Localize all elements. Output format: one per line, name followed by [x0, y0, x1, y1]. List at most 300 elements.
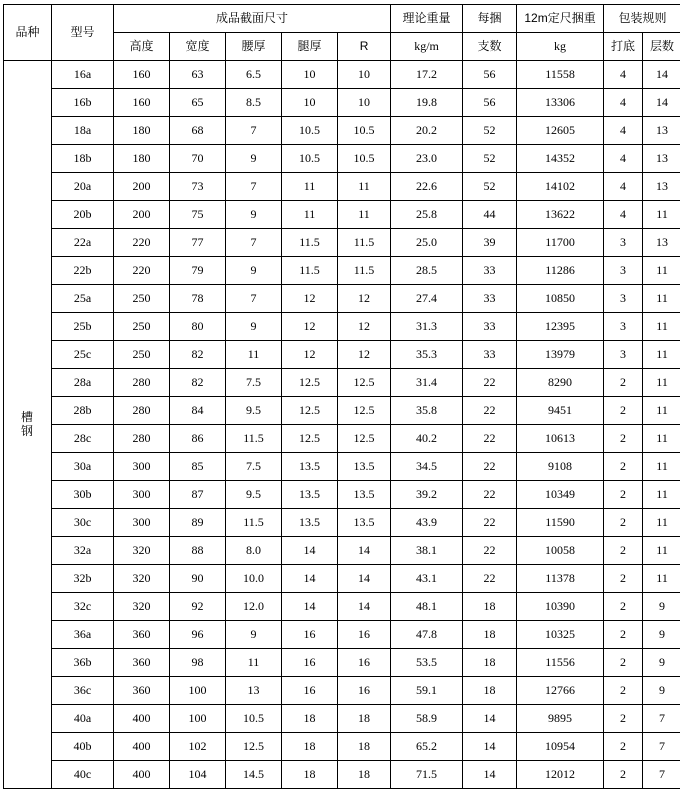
cell-web-thickness: 9.5 — [226, 397, 282, 425]
cell-width: 96 — [170, 621, 226, 649]
table-row — [4, 201, 680, 229]
cell-bundle-weight: 13622 — [517, 201, 604, 229]
cell-theory-weight: 25.0 — [391, 229, 463, 257]
cell-packing-layers: 13 — [643, 229, 680, 257]
cell-packing-layers: 11 — [643, 397, 680, 425]
cell-packing-base: 3 — [604, 229, 643, 257]
cell-height: 360 — [114, 621, 170, 649]
table-row — [4, 173, 680, 201]
cell-height: 320 — [114, 565, 170, 593]
cell-theory-weight: 71.5 — [391, 761, 463, 789]
cell-height: 320 — [114, 537, 170, 565]
cell-packing-layers: 11 — [643, 425, 680, 453]
cell-flange-thickness: 18 — [282, 761, 338, 789]
cell-height: 300 — [114, 481, 170, 509]
cell-per-bundle: 33 — [463, 313, 517, 341]
cell-packing-base: 2 — [604, 649, 643, 677]
cell-flange-thickness: 16 — [282, 649, 338, 677]
cell-radius: 13.5 — [338, 481, 391, 509]
cell-width: 70 — [170, 145, 226, 173]
cell-bundle-weight: 13306 — [517, 89, 604, 117]
cell-width: 78 — [170, 285, 226, 313]
table-row — [4, 677, 680, 705]
cell-model: 25c — [52, 341, 114, 369]
table-row — [4, 313, 680, 341]
cell-packing-layers: 11 — [643, 509, 680, 537]
cell-bundle-weight: 11590 — [517, 509, 604, 537]
table-row — [4, 705, 680, 733]
header-bundle-weight-unit: kg — [517, 33, 604, 61]
cell-theory-weight: 38.1 — [391, 537, 463, 565]
cell-flange-thickness: 11.5 — [282, 257, 338, 285]
cell-height: 180 — [114, 117, 170, 145]
cell-width: 80 — [170, 313, 226, 341]
cell-radius: 11.5 — [338, 257, 391, 285]
cell-packing-layers: 7 — [643, 733, 680, 761]
cell-theory-weight: 35.8 — [391, 397, 463, 425]
cell-height: 200 — [114, 173, 170, 201]
cell-bundle-weight: 11556 — [517, 649, 604, 677]
cell-model: 40b — [52, 733, 114, 761]
cell-height: 320 — [114, 593, 170, 621]
cell-packing-layers: 7 — [643, 761, 680, 789]
cell-web-thickness: 7 — [226, 173, 282, 201]
cell-packing-base: 4 — [604, 173, 643, 201]
cell-width: 104 — [170, 761, 226, 789]
cell-theory-weight: 53.5 — [391, 649, 463, 677]
cell-radius: 10.5 — [338, 117, 391, 145]
cell-per-bundle: 52 — [463, 145, 517, 173]
cell-bundle-weight: 14352 — [517, 145, 604, 173]
cell-model: 18a — [52, 117, 114, 145]
cell-theory-weight: 40.2 — [391, 425, 463, 453]
cell-bundle-weight: 10349 — [517, 481, 604, 509]
cell-packing-layers: 13 — [643, 117, 680, 145]
cell-flange-thickness: 12 — [282, 313, 338, 341]
cell-model: 18b — [52, 145, 114, 173]
cell-height: 400 — [114, 733, 170, 761]
cell-per-bundle: 56 — [463, 61, 517, 89]
cell-per-bundle: 18 — [463, 621, 517, 649]
table-row — [4, 509, 680, 537]
table-row — [4, 593, 680, 621]
cell-radius: 10.5 — [338, 145, 391, 173]
cell-packing-layers: 13 — [643, 145, 680, 173]
cell-model: 22a — [52, 229, 114, 257]
cell-packing-base: 3 — [604, 341, 643, 369]
cell-theory-weight: 59.1 — [391, 677, 463, 705]
cell-per-bundle: 33 — [463, 257, 517, 285]
cell-width: 92 — [170, 593, 226, 621]
cell-height: 200 — [114, 201, 170, 229]
category-label: 槽钢 — [21, 411, 35, 439]
cell-model: 22b — [52, 257, 114, 285]
cell-flange-thickness: 13.5 — [282, 481, 338, 509]
cell-height: 180 — [114, 145, 170, 173]
cell-radius: 18 — [338, 733, 391, 761]
table-row — [4, 285, 680, 313]
cell-height: 280 — [114, 425, 170, 453]
cell-theory-weight: 23.0 — [391, 145, 463, 173]
cell-width: 77 — [170, 229, 226, 257]
cell-packing-base: 4 — [604, 117, 643, 145]
cell-flange-thickness: 14 — [282, 593, 338, 621]
cell-bundle-weight: 9108 — [517, 453, 604, 481]
cell-model: 16b — [52, 89, 114, 117]
cell-model: 36c — [52, 677, 114, 705]
cell-web-thickness: 7 — [226, 229, 282, 257]
cell-theory-weight: 22.6 — [391, 173, 463, 201]
cell-height: 160 — [114, 89, 170, 117]
table-row — [4, 621, 680, 649]
header-per-bundle: 每捆 — [463, 5, 517, 33]
header-bundle-weight: 12m定尺捆重 — [517, 5, 604, 33]
cell-radius: 12 — [338, 341, 391, 369]
cell-model: 20a — [52, 173, 114, 201]
cell-packing-layers: 9 — [643, 593, 680, 621]
cell-packing-layers: 9 — [643, 621, 680, 649]
cell-packing-layers: 11 — [643, 537, 680, 565]
cell-per-bundle: 52 — [463, 117, 517, 145]
cell-theory-weight: 47.8 — [391, 621, 463, 649]
cell-bundle-weight: 8290 — [517, 369, 604, 397]
cell-model: 30c — [52, 509, 114, 537]
header-section-group: 成品截面尺寸 — [114, 5, 391, 33]
cell-packing-base: 2 — [604, 761, 643, 789]
cell-packing-base: 4 — [604, 61, 643, 89]
cell-radius: 12.5 — [338, 397, 391, 425]
cell-height: 400 — [114, 761, 170, 789]
header-height: 高度 — [114, 33, 170, 61]
cell-height: 280 — [114, 397, 170, 425]
cell-bundle-weight: 11700 — [517, 229, 604, 257]
cell-theory-weight: 65.2 — [391, 733, 463, 761]
cell-packing-base: 2 — [604, 621, 643, 649]
cell-flange-thickness: 13.5 — [282, 453, 338, 481]
cell-bundle-weight: 9451 — [517, 397, 604, 425]
cell-packing-base: 2 — [604, 593, 643, 621]
cell-flange-thickness: 10 — [282, 61, 338, 89]
cell-packing-layers: 11 — [643, 565, 680, 593]
table-row — [4, 537, 680, 565]
cell-web-thickness: 9 — [226, 621, 282, 649]
cell-per-bundle: 14 — [463, 705, 517, 733]
cell-height: 220 — [114, 229, 170, 257]
cell-packing-base: 3 — [604, 313, 643, 341]
header-packing-group: 包装规则 — [604, 5, 680, 33]
header-width: 宽度 — [170, 33, 226, 61]
cell-packing-base: 2 — [604, 705, 643, 733]
cell-bundle-weight: 11558 — [517, 61, 604, 89]
cell-theory-weight: 28.5 — [391, 257, 463, 285]
cell-web-thickness: 11 — [226, 341, 282, 369]
table-row — [4, 257, 680, 285]
cell-per-bundle: 22 — [463, 565, 517, 593]
cell-packing-base: 2 — [604, 425, 643, 453]
cell-web-thickness: 9.5 — [226, 481, 282, 509]
cell-web-thickness: 7.5 — [226, 453, 282, 481]
table-row — [4, 61, 680, 89]
cell-packing-layers: 11 — [643, 313, 680, 341]
cell-flange-thickness: 18 — [282, 705, 338, 733]
cell-packing-layers: 11 — [643, 201, 680, 229]
cell-radius: 12.5 — [338, 425, 391, 453]
cell-theory-weight: 17.2 — [391, 61, 463, 89]
cell-theory-weight: 48.1 — [391, 593, 463, 621]
cell-width: 87 — [170, 481, 226, 509]
cell-width: 68 — [170, 117, 226, 145]
table-row — [4, 761, 680, 789]
header-model: 型号 — [52, 5, 114, 61]
header-theory-weight: 理论重量 — [391, 5, 463, 33]
cell-per-bundle: 14 — [463, 733, 517, 761]
cell-web-thickness: 11.5 — [226, 425, 282, 453]
table-body — [4, 61, 680, 789]
category-cell — [4, 61, 52, 789]
cell-web-thickness: 7.5 — [226, 369, 282, 397]
cell-model: 32a — [52, 537, 114, 565]
cell-theory-weight: 39.2 — [391, 481, 463, 509]
cell-radius: 10 — [338, 89, 391, 117]
cell-radius: 10 — [338, 61, 391, 89]
cell-theory-weight: 43.9 — [391, 509, 463, 537]
table-row — [4, 425, 680, 453]
cell-per-bundle: 22 — [463, 369, 517, 397]
cell-per-bundle: 33 — [463, 285, 517, 313]
cell-packing-base: 2 — [604, 677, 643, 705]
cell-radius: 14 — [338, 537, 391, 565]
cell-bundle-weight: 12395 — [517, 313, 604, 341]
cell-width: 98 — [170, 649, 226, 677]
cell-bundle-weight: 14102 — [517, 173, 604, 201]
cell-theory-weight: 31.3 — [391, 313, 463, 341]
cell-theory-weight: 19.8 — [391, 89, 463, 117]
cell-radius: 18 — [338, 761, 391, 789]
cell-height: 160 — [114, 61, 170, 89]
cell-model: 36b — [52, 649, 114, 677]
cell-packing-layers: 14 — [643, 89, 680, 117]
cell-width: 65 — [170, 89, 226, 117]
cell-radius: 16 — [338, 677, 391, 705]
cell-width: 102 — [170, 733, 226, 761]
cell-width: 82 — [170, 341, 226, 369]
cell-radius: 16 — [338, 649, 391, 677]
cell-bundle-weight: 13979 — [517, 341, 604, 369]
cell-height: 300 — [114, 453, 170, 481]
table-row — [4, 453, 680, 481]
cell-flange-thickness: 11 — [282, 173, 338, 201]
table-row — [4, 117, 680, 145]
cell-radius: 13.5 — [338, 453, 391, 481]
header-packing-layers: 层数 — [643, 33, 680, 61]
cell-flange-thickness: 18 — [282, 733, 338, 761]
cell-packing-base: 2 — [604, 453, 643, 481]
cell-per-bundle: 14 — [463, 761, 517, 789]
cell-height: 220 — [114, 257, 170, 285]
header-flange-thickness: 腿厚 — [282, 33, 338, 61]
cell-width: 79 — [170, 257, 226, 285]
cell-height: 360 — [114, 677, 170, 705]
cell-radius: 16 — [338, 621, 391, 649]
cell-flange-thickness: 11 — [282, 201, 338, 229]
cell-bundle-weight: 10058 — [517, 537, 604, 565]
cell-per-bundle: 22 — [463, 425, 517, 453]
cell-web-thickness: 11.5 — [226, 509, 282, 537]
table-row — [4, 369, 680, 397]
cell-height: 400 — [114, 705, 170, 733]
cell-web-thickness: 12.5 — [226, 733, 282, 761]
cell-packing-layers: 11 — [643, 369, 680, 397]
cell-web-thickness: 13 — [226, 677, 282, 705]
cell-web-thickness: 12.0 — [226, 593, 282, 621]
table-row — [4, 341, 680, 369]
cell-model: 30a — [52, 453, 114, 481]
channel-steel-spec-table — [3, 4, 680, 789]
cell-width: 88 — [170, 537, 226, 565]
cell-width: 86 — [170, 425, 226, 453]
cell-flange-thickness: 12 — [282, 285, 338, 313]
cell-web-thickness: 9 — [226, 313, 282, 341]
cell-radius: 11 — [338, 201, 391, 229]
cell-packing-layers: 9 — [643, 649, 680, 677]
cell-packing-layers: 11 — [643, 341, 680, 369]
cell-packing-base: 2 — [604, 509, 643, 537]
cell-width: 75 — [170, 201, 226, 229]
cell-model: 36a — [52, 621, 114, 649]
cell-per-bundle: 18 — [463, 649, 517, 677]
header-radius: R — [338, 33, 391, 61]
cell-web-thickness: 8.0 — [226, 537, 282, 565]
cell-per-bundle: 22 — [463, 453, 517, 481]
cell-width: 84 — [170, 397, 226, 425]
cell-web-thickness: 11 — [226, 649, 282, 677]
cell-radius: 18 — [338, 705, 391, 733]
cell-flange-thickness: 16 — [282, 677, 338, 705]
cell-width: 85 — [170, 453, 226, 481]
cell-bundle-weight: 10390 — [517, 593, 604, 621]
header-theory-weight-unit: kg/m — [391, 33, 463, 61]
cell-bundle-weight: 9895 — [517, 705, 604, 733]
cell-flange-thickness: 13.5 — [282, 509, 338, 537]
header-category: 品种 — [4, 5, 52, 61]
cell-per-bundle: 56 — [463, 89, 517, 117]
cell-per-bundle: 18 — [463, 677, 517, 705]
cell-packing-base: 2 — [604, 565, 643, 593]
cell-width: 82 — [170, 369, 226, 397]
table-header — [4, 5, 680, 61]
cell-bundle-weight: 12012 — [517, 761, 604, 789]
cell-bundle-weight: 12605 — [517, 117, 604, 145]
cell-model: 25b — [52, 313, 114, 341]
cell-radius: 13.5 — [338, 509, 391, 537]
cell-width: 63 — [170, 61, 226, 89]
cell-theory-weight: 27.4 — [391, 285, 463, 313]
cell-model: 32c — [52, 593, 114, 621]
cell-height: 250 — [114, 285, 170, 313]
table-row — [4, 145, 680, 173]
cell-packing-base: 3 — [604, 285, 643, 313]
cell-packing-base: 4 — [604, 89, 643, 117]
cell-radius: 14 — [338, 565, 391, 593]
cell-model: 16a — [52, 61, 114, 89]
cell-per-bundle: 39 — [463, 229, 517, 257]
cell-per-bundle: 52 — [463, 173, 517, 201]
cell-per-bundle: 22 — [463, 537, 517, 565]
cell-model: 20b — [52, 201, 114, 229]
cell-packing-layers: 11 — [643, 257, 680, 285]
cell-flange-thickness: 11.5 — [282, 229, 338, 257]
cell-model: 28c — [52, 425, 114, 453]
cell-packing-layers: 9 — [643, 677, 680, 705]
cell-bundle-weight: 10325 — [517, 621, 604, 649]
cell-packing-base: 2 — [604, 537, 643, 565]
cell-height: 250 — [114, 341, 170, 369]
cell-model: 32b — [52, 565, 114, 593]
cell-flange-thickness: 12.5 — [282, 369, 338, 397]
header-web-thickness: 腰厚 — [226, 33, 282, 61]
cell-model: 28a — [52, 369, 114, 397]
table-row — [4, 481, 680, 509]
cell-web-thickness: 7 — [226, 285, 282, 313]
cell-height: 300 — [114, 509, 170, 537]
cell-theory-weight: 35.3 — [391, 341, 463, 369]
header-per-bundle-unit: 支数 — [463, 33, 517, 61]
cell-width: 100 — [170, 705, 226, 733]
cell-theory-weight: 20.2 — [391, 117, 463, 145]
cell-theory-weight: 43.1 — [391, 565, 463, 593]
cell-bundle-weight: 11286 — [517, 257, 604, 285]
cell-flange-thickness: 10.5 — [282, 145, 338, 173]
cell-web-thickness: 6.5 — [226, 61, 282, 89]
cell-radius: 14 — [338, 593, 391, 621]
table-row — [4, 649, 680, 677]
cell-height: 250 — [114, 313, 170, 341]
cell-web-thickness: 8.5 — [226, 89, 282, 117]
cell-bundle-weight: 10850 — [517, 285, 604, 313]
cell-web-thickness: 7 — [226, 117, 282, 145]
table-row — [4, 733, 680, 761]
cell-per-bundle: 44 — [463, 201, 517, 229]
cell-bundle-weight: 11378 — [517, 565, 604, 593]
cell-height: 280 — [114, 369, 170, 397]
cell-radius: 12 — [338, 313, 391, 341]
cell-flange-thickness: 12.5 — [282, 425, 338, 453]
cell-theory-weight: 58.9 — [391, 705, 463, 733]
cell-per-bundle: 22 — [463, 509, 517, 537]
cell-bundle-weight: 12766 — [517, 677, 604, 705]
cell-packing-layers: 7 — [643, 705, 680, 733]
cell-model: 25a — [52, 285, 114, 313]
cell-packing-layers: 11 — [643, 453, 680, 481]
cell-radius: 12.5 — [338, 369, 391, 397]
cell-web-thickness: 9 — [226, 201, 282, 229]
cell-radius: 11.5 — [338, 229, 391, 257]
cell-bundle-weight: 10954 — [517, 733, 604, 761]
cell-web-thickness: 9 — [226, 145, 282, 173]
cell-theory-weight: 31.4 — [391, 369, 463, 397]
cell-per-bundle: 22 — [463, 397, 517, 425]
cell-web-thickness: 10.0 — [226, 565, 282, 593]
table-row — [4, 89, 680, 117]
cell-packing-layers: 11 — [643, 481, 680, 509]
cell-flange-thickness: 14 — [282, 565, 338, 593]
cell-width: 73 — [170, 173, 226, 201]
cell-packing-layers: 13 — [643, 173, 680, 201]
cell-flange-thickness: 12 — [282, 341, 338, 369]
cell-packing-base: 2 — [604, 733, 643, 761]
cell-flange-thickness: 10 — [282, 89, 338, 117]
header-row-group — [4, 5, 680, 33]
